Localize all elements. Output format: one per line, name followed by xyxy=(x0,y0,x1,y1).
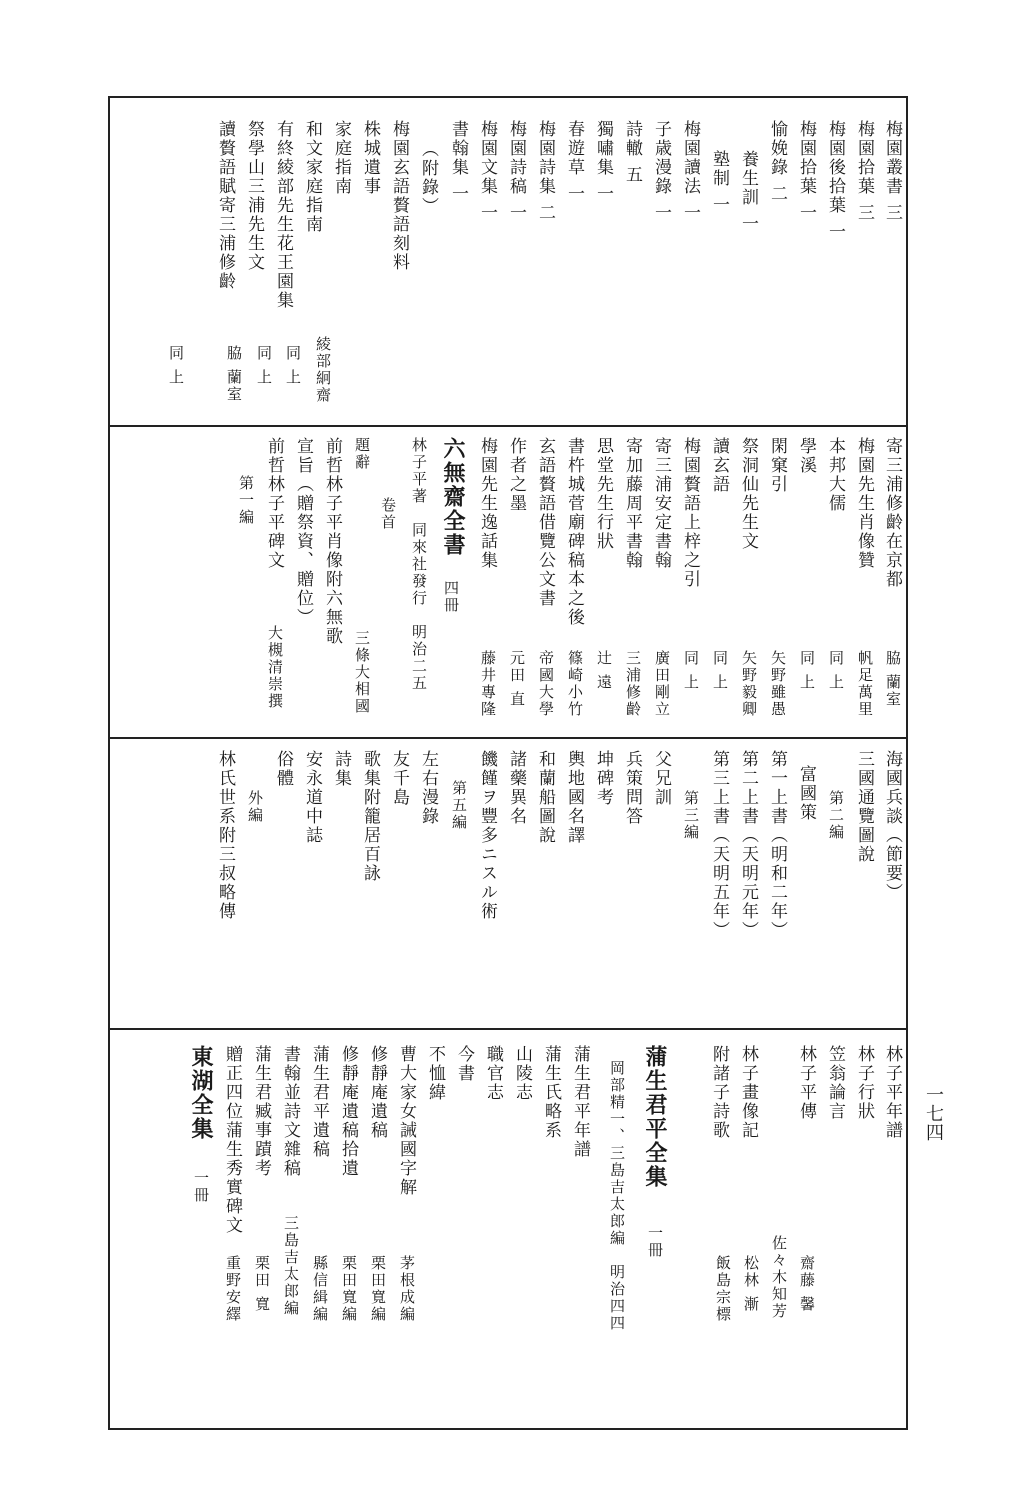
entry-title: 寄三浦修齡在京都 xyxy=(882,437,902,589)
author: 同 上 xyxy=(798,650,816,691)
tidai: 題辭 xyxy=(353,437,371,471)
entry-title: 有終綾部先生花王園集 xyxy=(273,120,293,310)
entry-title: 梅園贅語上梓之引 xyxy=(680,437,700,589)
entry-title: 笠翁論言 xyxy=(825,1045,845,1121)
entry-title: 不恤緯 xyxy=(425,1045,445,1102)
section-heading: 第三編 xyxy=(682,790,700,841)
entry-title: 愉娩錄 二 xyxy=(767,120,787,204)
entry-title: 塾制 一 xyxy=(709,150,729,215)
author: 帝國大學 xyxy=(537,650,555,718)
author: 縣信緝編 xyxy=(311,1255,329,1323)
entry-title: 海國兵談（節要） xyxy=(882,750,902,902)
section-rule-1 xyxy=(110,425,906,427)
entry-title: 詩集 xyxy=(331,750,351,788)
entry-title: 祭洞仙先生文 xyxy=(738,437,758,551)
entry-title: 獨嘯集 一 xyxy=(593,120,613,204)
entry-title: 梅園玄語贅語刻料 xyxy=(389,120,409,272)
author: 矢野雖愚 xyxy=(769,650,787,718)
entry-title: 饑饉ヲ豐多ニスル術 xyxy=(477,750,497,921)
entry-title: 第三上書（天明五年） xyxy=(709,750,729,940)
entry-title: 寄三浦安定書翰 xyxy=(651,437,671,570)
entry-title: 林子平傳 xyxy=(796,1045,816,1121)
entry-title: 子歳漫錄 一 xyxy=(651,120,671,223)
author: 脇 蘭室 xyxy=(884,650,902,708)
entry-title: 今書 xyxy=(454,1045,474,1083)
entry-title: 友千島 xyxy=(389,750,409,807)
author: 栗田寬編 xyxy=(340,1255,358,1323)
entry-title: 蒲生君平年譜 xyxy=(570,1045,590,1159)
entry-title: 梅園叢書 三 xyxy=(882,120,902,223)
entry-title: 林子行狀 xyxy=(854,1045,874,1121)
entry-title: 第二上書（天明元年） xyxy=(738,750,758,940)
entry-title: 作者之墨 xyxy=(506,437,526,513)
section-rule-2 xyxy=(110,737,906,739)
author: 佐々木知芳 xyxy=(770,1235,788,1320)
entry-title: 諸藥異名 xyxy=(506,750,526,826)
entry-title: 坤碑考 xyxy=(593,750,613,807)
entry-title: 贈正四位蒲生秀實碑文 xyxy=(222,1045,242,1235)
entry-title: 蒲生君臧事蹟考 xyxy=(251,1045,271,1178)
entry-title: 俗體 xyxy=(273,750,293,788)
author: 三浦修齡 xyxy=(624,650,642,718)
publication-info: 岡部精一、三島吉太郎編 明治四四 xyxy=(608,1060,626,1332)
entry-title: 梅園先生肖像贊 xyxy=(854,437,874,570)
publication-info: 林子平著 同來社發行 明治二五 xyxy=(410,437,428,692)
entry-title: 安永道中誌 xyxy=(302,750,322,845)
entry-title: 思堂先生行狀 xyxy=(593,437,613,551)
entry-title: 前哲林子平肖像附六無歌 xyxy=(322,437,342,646)
author: 帆足萬里 xyxy=(856,650,874,718)
entry-title: 學溪 xyxy=(796,437,816,475)
entry-title: 父兄訓 xyxy=(651,750,671,807)
author: 同 上 xyxy=(255,345,273,386)
entry-title: 修靜庵遺稿 xyxy=(367,1045,387,1140)
entry-title: 書翰集 一 xyxy=(448,120,468,204)
section-rule-3 xyxy=(110,1028,906,1030)
author: 大槻清崇撰 xyxy=(266,625,284,710)
entry-title: 祭學山三浦先生文 xyxy=(244,120,264,272)
volume-count: 一冊 xyxy=(646,1225,664,1259)
entry-title: 修靜庵遺稿拾遺 xyxy=(338,1045,358,1178)
author: 矢野毅卿 xyxy=(740,650,758,718)
entry-title: 林子平年譜 xyxy=(882,1045,902,1140)
entry-title: 職官志 xyxy=(483,1045,503,1102)
work-title: 東湖全集 xyxy=(188,1045,214,1141)
entry-title: 山陵志 xyxy=(512,1045,532,1102)
entry-title: （附錄） xyxy=(418,140,438,216)
author: 飯島宗標 xyxy=(714,1255,732,1323)
entry-title: 第一上書（明和二年） xyxy=(767,750,787,940)
entry-title: 書杵城菅廟碑稿本之後 xyxy=(564,437,584,627)
entry-title: 養生訓 一 xyxy=(738,150,758,234)
entry-title: 寄加藤周平書翰 xyxy=(622,437,642,570)
author: 重野安繹 xyxy=(224,1255,242,1323)
entry-title: 株城遺事 xyxy=(360,120,380,196)
entry-title: 本邦大儒 xyxy=(825,437,845,513)
author: 同 上 xyxy=(284,345,302,386)
author: 藤井專隆 xyxy=(479,650,497,718)
entry-title: 兵策問答 xyxy=(622,750,642,826)
entry-title: 富國策 xyxy=(796,765,816,822)
entry-title: 曹大家女誡國字解 xyxy=(396,1045,416,1197)
entry-title: 輿地國名譯 xyxy=(564,750,584,845)
entry-title: 附諸子詩歌 xyxy=(709,1045,729,1140)
volume-count: 一冊 xyxy=(192,1170,210,1204)
section-heading: 外編 xyxy=(246,790,264,824)
entry-title: 梅園先生逸話集 xyxy=(477,437,497,570)
entry-title: 和蘭船圖說 xyxy=(535,750,555,845)
entry-title: 梅園拾葉 三 xyxy=(854,120,874,223)
author: 松林 漸 xyxy=(742,1255,760,1313)
author: 茅根成編 xyxy=(398,1255,416,1323)
entry-title: 梅園詩稿 一 xyxy=(506,120,526,223)
entry-title: 閑窠引 xyxy=(767,437,787,494)
section-heading: 第五編 xyxy=(450,780,468,831)
entry-title: 梅園讀法 一 xyxy=(680,120,700,223)
author: 栗田寬編 xyxy=(369,1255,387,1323)
entry-title: 詩轍 五 xyxy=(622,120,642,185)
author: 同 上 xyxy=(827,650,845,691)
entry-title: 讀贅語賦寄三浦修齡 xyxy=(215,120,235,291)
entry-title: 宣旨（贈祭資、贈位） xyxy=(293,437,313,627)
entry-title: 讀玄語 xyxy=(709,437,729,494)
author: 齋藤 馨 xyxy=(798,1255,816,1313)
entry-title: 和文家庭指南 xyxy=(302,120,322,234)
entry-title: 春遊草 一 xyxy=(564,120,584,204)
entry-title: 家庭指南 xyxy=(331,120,351,196)
entry-title: 歌集附籠居百詠 xyxy=(360,750,380,883)
author: 同 上 xyxy=(682,650,700,691)
entry-title: 梅園詩集 二 xyxy=(535,120,555,223)
entry-title: 梅園後拾葉 一 xyxy=(825,120,845,242)
work-title: 六無齋全書 xyxy=(440,437,466,557)
author: 三島吉太郎編 xyxy=(282,1215,300,1317)
entry-title: 蒲生氏略系 xyxy=(541,1045,561,1140)
entry-title: 玄語贅語借覽公文書 xyxy=(535,437,555,608)
author: 綾部絅齋 xyxy=(314,336,332,404)
author: 同 上 xyxy=(167,345,185,386)
author: 元田 直 xyxy=(508,650,526,708)
entry-title: 左右漫錄 xyxy=(418,750,438,826)
author: 同 上 xyxy=(711,650,729,691)
author: 篠崎小竹 xyxy=(566,650,584,718)
juan-heading: 卷首 xyxy=(379,497,397,531)
entry-title: 前哲林子平碑文 xyxy=(264,437,284,570)
page-number: 一七四 xyxy=(923,1085,944,1142)
work-title: 蒲生君平全集 xyxy=(642,1045,668,1189)
author: 廣田剛立 xyxy=(653,650,671,718)
author: 三條大相國 xyxy=(353,630,371,715)
entry-title: 梅園拾葉 一 xyxy=(796,120,816,223)
author: 栗田 寬 xyxy=(253,1255,271,1313)
entry-title: 三國通覽圖說 xyxy=(854,750,874,864)
entry-title: 林氏世系附三叔略傳 xyxy=(215,750,235,921)
section-heading: 第一編 xyxy=(237,475,255,526)
entry-title: 蒲生君平遺稿 xyxy=(309,1045,329,1159)
section-heading: 第二編 xyxy=(827,790,845,841)
author: 脇 蘭室 xyxy=(225,345,243,403)
entry-title: 林子畫像記 xyxy=(738,1045,758,1140)
entry-title: 梅園文集 一 xyxy=(477,120,497,223)
author: 辻 遠 xyxy=(595,650,613,691)
volume-count: 四冊 xyxy=(442,580,460,614)
entry-title: 書翰並詩文雜稿 xyxy=(280,1045,300,1178)
